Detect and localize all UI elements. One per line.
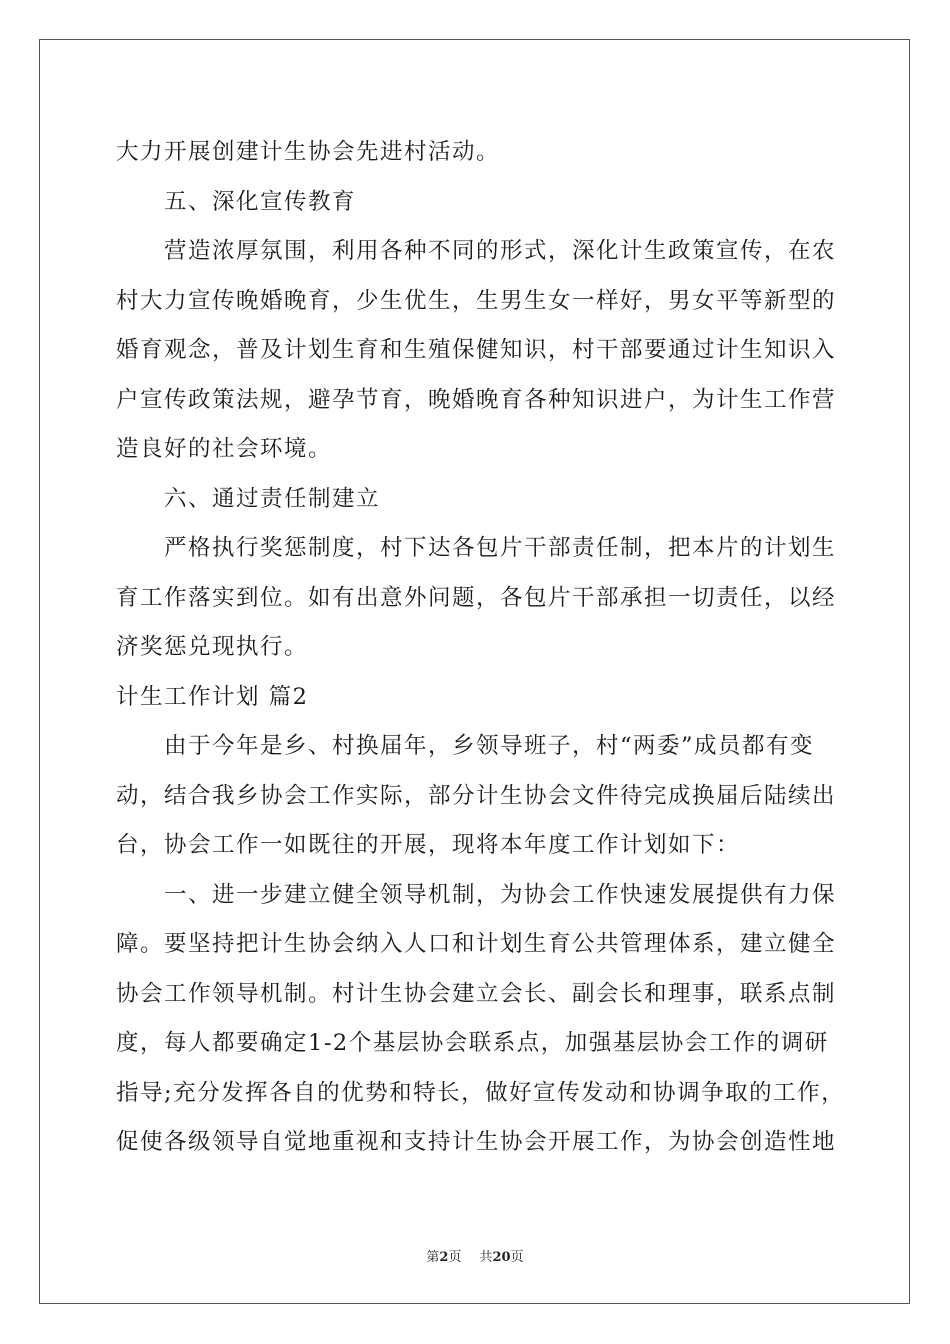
page-total: 20 (492, 1250, 511, 1265)
page-footer (0, 1246, 950, 1265)
total-suffix: 页 (510, 1250, 524, 1265)
paragraph-line: 指导;充分发挥各自的优势和特长，做好宣传发动和协调争取的工作， (116, 1079, 846, 1106)
paragraph-line: 造良好的社会环境。 (116, 436, 333, 462)
paragraph-line: 户宣传政策法规，避孕节育，晚婚晚育各种知识进户，为计生工作营 (116, 386, 837, 413)
paragraph-line: 大力开展创建计生协会先进村活动。 (116, 139, 501, 165)
section-heading: 六、通过责任制建立 (164, 485, 381, 512)
page-suffix: 页 (448, 1250, 462, 1265)
paragraph-line: 度，每人都要确定1-2个基层协会联系点，加强基层协会工作的调研 (116, 1030, 829, 1056)
total-prefix: 共 (479, 1250, 493, 1265)
paragraph-line: 村大力宣传晚婚晚育，少生优生，生男生女一样好，男女平等新型的 (116, 287, 837, 314)
paragraph-line: 营造浓厚氛围，利用各种不同的形式，深化计生政策宣传，在农 (164, 238, 837, 264)
document-body (116, 128, 846, 1168)
paragraph-line: 由于今年是乡、村换届年，乡领导班子，村“两委”成员都有变 (164, 733, 815, 759)
paragraph-line: 促使各级领导自觉地重视和支持计生协会开展工作，为协会创造性地 (116, 1129, 837, 1155)
paragraph-line: 婚育观念，普及计划生育和生殖保健知识，村干部要通过计生知识入 (116, 337, 837, 363)
paragraph-line: 严格执行奖惩制度，村下达各包片干部责任制，把本片的计划生 (164, 535, 837, 561)
page-prefix: 第 (426, 1250, 440, 1265)
paragraph-line: 一、进一步建立健全领导机制，为协会工作快速发展提供有力保 (164, 881, 837, 908)
section-heading: 五、深化宣传教育 (164, 188, 357, 215)
document-title: 计生工作计划 篇2 (116, 683, 309, 710)
page-number: 2 (439, 1250, 449, 1265)
paragraph-line: 协会工作领导机制。村计生协会建立会长、副会长和理事，联系点制 (116, 980, 837, 1007)
paragraph-line: 育工作落实到位。如有出意外问题，各包片干部承担一切责任，以经 (116, 584, 837, 611)
paragraph-line: 济奖惩兑现执行。 (116, 634, 309, 660)
paragraph-line: 动，结合我乡协会工作实际，部分计生协会文件待完成换届后陆续出 (116, 782, 837, 809)
paragraph-line: 障。要坚持把计生协会纳入人口和计划生育公共管理体系，建立健全 (116, 931, 837, 957)
paragraph-line: 台，协会工作一如既往的开展，现将本年度工作计划如下： (116, 832, 741, 858)
